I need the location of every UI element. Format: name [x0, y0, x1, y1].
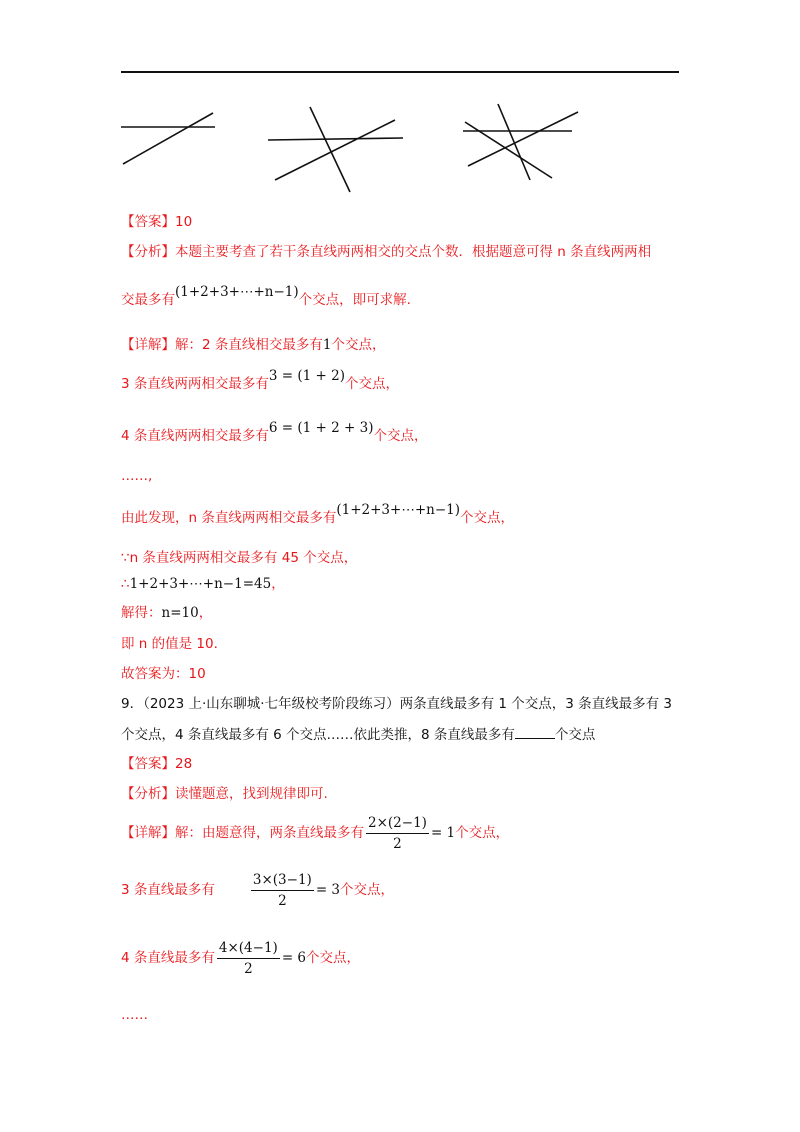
q8-detail-l2b: 个交点， [344, 376, 399, 392]
q8-detail-tag: 【详解】 [121, 337, 175, 353]
q9-detail-line3 [121, 938, 360, 978]
q8-therefore [121, 574, 285, 594]
q8-analysis-text: 本题主要考查了若干条直线两两相交的交点个数．根据题意可得 n 条直线两两相 [175, 244, 652, 260]
q9-detail-line1 [121, 813, 509, 853]
q9-l3-a: 3 条直线最多有 [121, 882, 215, 898]
q8-analysis-text2a: 交最多有 [121, 292, 175, 308]
q9-analysis: 【分析】读懂题意，找到规律即可. [121, 786, 328, 802]
q9-l4-a: 4 条直线最多有 [121, 950, 215, 966]
q8-detail-l1a: 解：2 条直线相交最多有 [175, 337, 323, 353]
q8-detail-l2a: 3 条直线两两相交最多有 [121, 376, 269, 392]
q9-fraction-2 [251, 871, 314, 910]
q8-value: 即 n 的值是 10. [121, 636, 218, 652]
q9-detail-line2 [121, 870, 394, 910]
q9-l3-b: 个交点， [340, 882, 395, 898]
q8-detail-line3 [121, 420, 428, 446]
q8-analysis-text2b: 个交点，即可求解. [298, 292, 411, 308]
q8-detail-l3a: 4 条直线两两相交最多有 [121, 428, 269, 444]
q8-solve [121, 603, 212, 623]
q8-detail-l3b: 个交点， [373, 428, 428, 444]
q9-stem-line2 [121, 724, 595, 745]
q9-f3-result: = 6 [281, 950, 307, 966]
q8-therefore-math: 1+2+3+⋯+n−1=45 [129, 576, 272, 592]
q8-analysis-tag: 【分析】 [121, 244, 175, 260]
q8-dots: ……, [121, 468, 153, 484]
q8-since: ∵n 条直线两两相交最多有 45 个交点， [121, 550, 358, 566]
figure-three-lines [265, 100, 405, 195]
q8-find-b: 个交点， [460, 510, 515, 526]
q9-dots: …… [121, 1007, 148, 1023]
answer-blank [515, 724, 555, 739]
q8-detail-line2 [121, 368, 399, 394]
q8-detail-l3-math: 6 = (1 + 2 + 3) [268, 420, 374, 436]
q9-f1-num: 2×(2−1) [366, 814, 429, 834]
q9-f2-den: 2 [278, 892, 287, 909]
q8-find-line [121, 502, 515, 528]
q8-answer: 【答案】10 [121, 214, 193, 230]
q8-detail-l1-math: 1 [322, 337, 332, 353]
q9-detail-b: 个交点， [455, 825, 510, 841]
q8-solve-math: n=10 [161, 605, 199, 621]
q9-fraction-3 [217, 939, 280, 978]
q8-analysis-formula: (1+2+3+⋯+n−1) [175, 284, 299, 300]
q8-analysis-line1 [121, 242, 651, 262]
q9-f3-num: 4×(4−1) [217, 939, 280, 959]
q8-analysis-line2 [121, 284, 411, 310]
q8-find-a: 由此发现，n 条直线两两相交最多有 [121, 510, 337, 526]
q9-f2-num: 3×(3−1) [251, 871, 314, 891]
q8-therefore-end: ， [271, 576, 285, 592]
q9-fraction-1 [366, 814, 429, 853]
q8-find-formula: (1+2+3+⋯+n−1) [336, 502, 461, 518]
q9-answer: 【答案】28 [121, 756, 193, 772]
q8-therefore-sym: ∴ [121, 576, 130, 592]
q9-stem-line1: 9．（2023 上·山东聊城·七年级校考阶段练习）两条直线最多有 1 个交点，3 条直线最多有 3 [121, 696, 673, 712]
q9-f1-den: 2 [393, 835, 402, 852]
q8-final: 故答案为：10 [121, 666, 206, 682]
q8-solve-a: 解得： [121, 605, 162, 621]
q8-detail-l2-math: 3 = (1 + 2) [268, 368, 345, 384]
figure-two-lines [118, 100, 218, 170]
header-rule [121, 71, 679, 73]
q8-detail-l1b: 个交点， [331, 337, 386, 353]
q9-f3-den: 2 [244, 960, 253, 977]
q9-detail-a: 【详解】解：由题意得，两条直线最多有 [121, 825, 364, 841]
q9-stem-l2b: 个交点 [554, 727, 596, 743]
q9-f1-result: = 1 [430, 825, 456, 841]
q9-f2-result: = 3 [315, 882, 341, 898]
q8-solve-end: ， [198, 605, 213, 621]
figure-four-lines [460, 100, 585, 185]
q9-l4-b: 个交点， [306, 950, 361, 966]
q8-detail-line1 [121, 335, 385, 355]
q9-stem-l2a: 个交点，4 条直线最多有 6 个交点……依此类推，8 条直线最多有 [121, 727, 515, 743]
